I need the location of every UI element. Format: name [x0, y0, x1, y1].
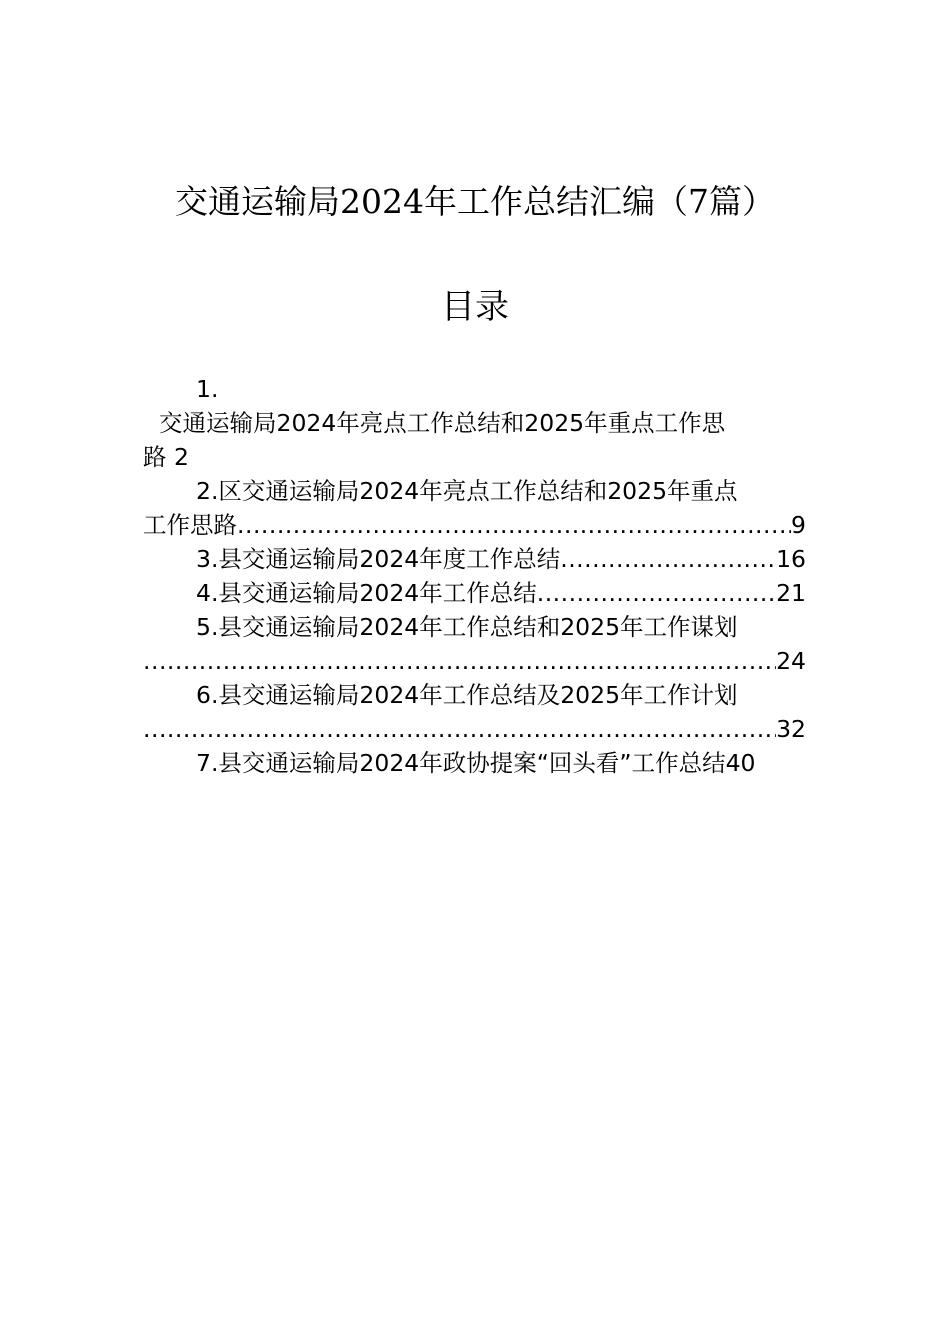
- toc-entry-page: 16: [776, 545, 806, 573]
- toc-entry-page: 2: [173, 443, 189, 471]
- toc-entry-1-continuation[interactable]: [143, 440, 806, 474]
- toc-entry-6-title[interactable]: [143, 678, 806, 712]
- toc-entry-6-leader-line[interactable]: [143, 712, 806, 746]
- toc-entry-page: 21: [776, 579, 806, 607]
- toc-entry-title-continuation: 工作思路: [143, 511, 237, 539]
- toc-entry-5-title[interactable]: [143, 610, 806, 644]
- toc-entry-title: 交通运输局2024年亮点工作总结和2025年重点工作思: [159, 409, 726, 437]
- toc-heading: 目录: [441, 287, 509, 327]
- document-title: 交通运输局2024年工作总结汇编（7篇）: [175, 182, 775, 221]
- toc-entry-7[interactable]: [143, 746, 806, 780]
- toc-entry-page: 24: [776, 647, 806, 675]
- toc-entry-2-title[interactable]: [143, 474, 806, 508]
- toc-entry-1-title[interactable]: [143, 406, 806, 440]
- dot-leader: [560, 542, 776, 576]
- toc-entry-title: 5.县交通运输局2024年工作总结和2025年工作谋划: [196, 613, 738, 641]
- toc-entry-number: 1.: [196, 375, 219, 403]
- toc-entry-page: 32: [776, 715, 806, 743]
- toc-entry-title: 7.县交通运输局2024年政协提案“回头看”工作总结: [196, 749, 726, 777]
- toc-entry-3[interactable]: [143, 542, 806, 576]
- dot-leader: [143, 644, 776, 678]
- toc-entry-title: 6.县交通运输局2024年工作总结及2025年工作计划: [196, 681, 738, 709]
- toc-entry-title: 2.区交通运输局2024年亮点工作总结和2025年重点: [196, 477, 738, 505]
- toc-entry-page: 9: [791, 511, 806, 539]
- toc-entry-title: 3.县交通运输局2024年度工作总结: [196, 545, 561, 573]
- toc-entry-1-number[interactable]: [143, 372, 806, 406]
- table-of-contents: [143, 372, 806, 780]
- toc-entry-4[interactable]: [143, 576, 806, 610]
- dot-leader: [143, 712, 776, 746]
- toc-entry-2-continuation[interactable]: [143, 508, 806, 542]
- toc-entry-5-leader-line[interactable]: [143, 644, 806, 678]
- dot-leader: [237, 508, 791, 542]
- toc-entry-title-continuation: 路: [143, 443, 167, 471]
- dot-leader: [537, 576, 776, 610]
- toc-entry-page: 40: [725, 749, 756, 777]
- toc-entry-title: 4.县交通运输局2024年工作总结: [196, 579, 537, 607]
